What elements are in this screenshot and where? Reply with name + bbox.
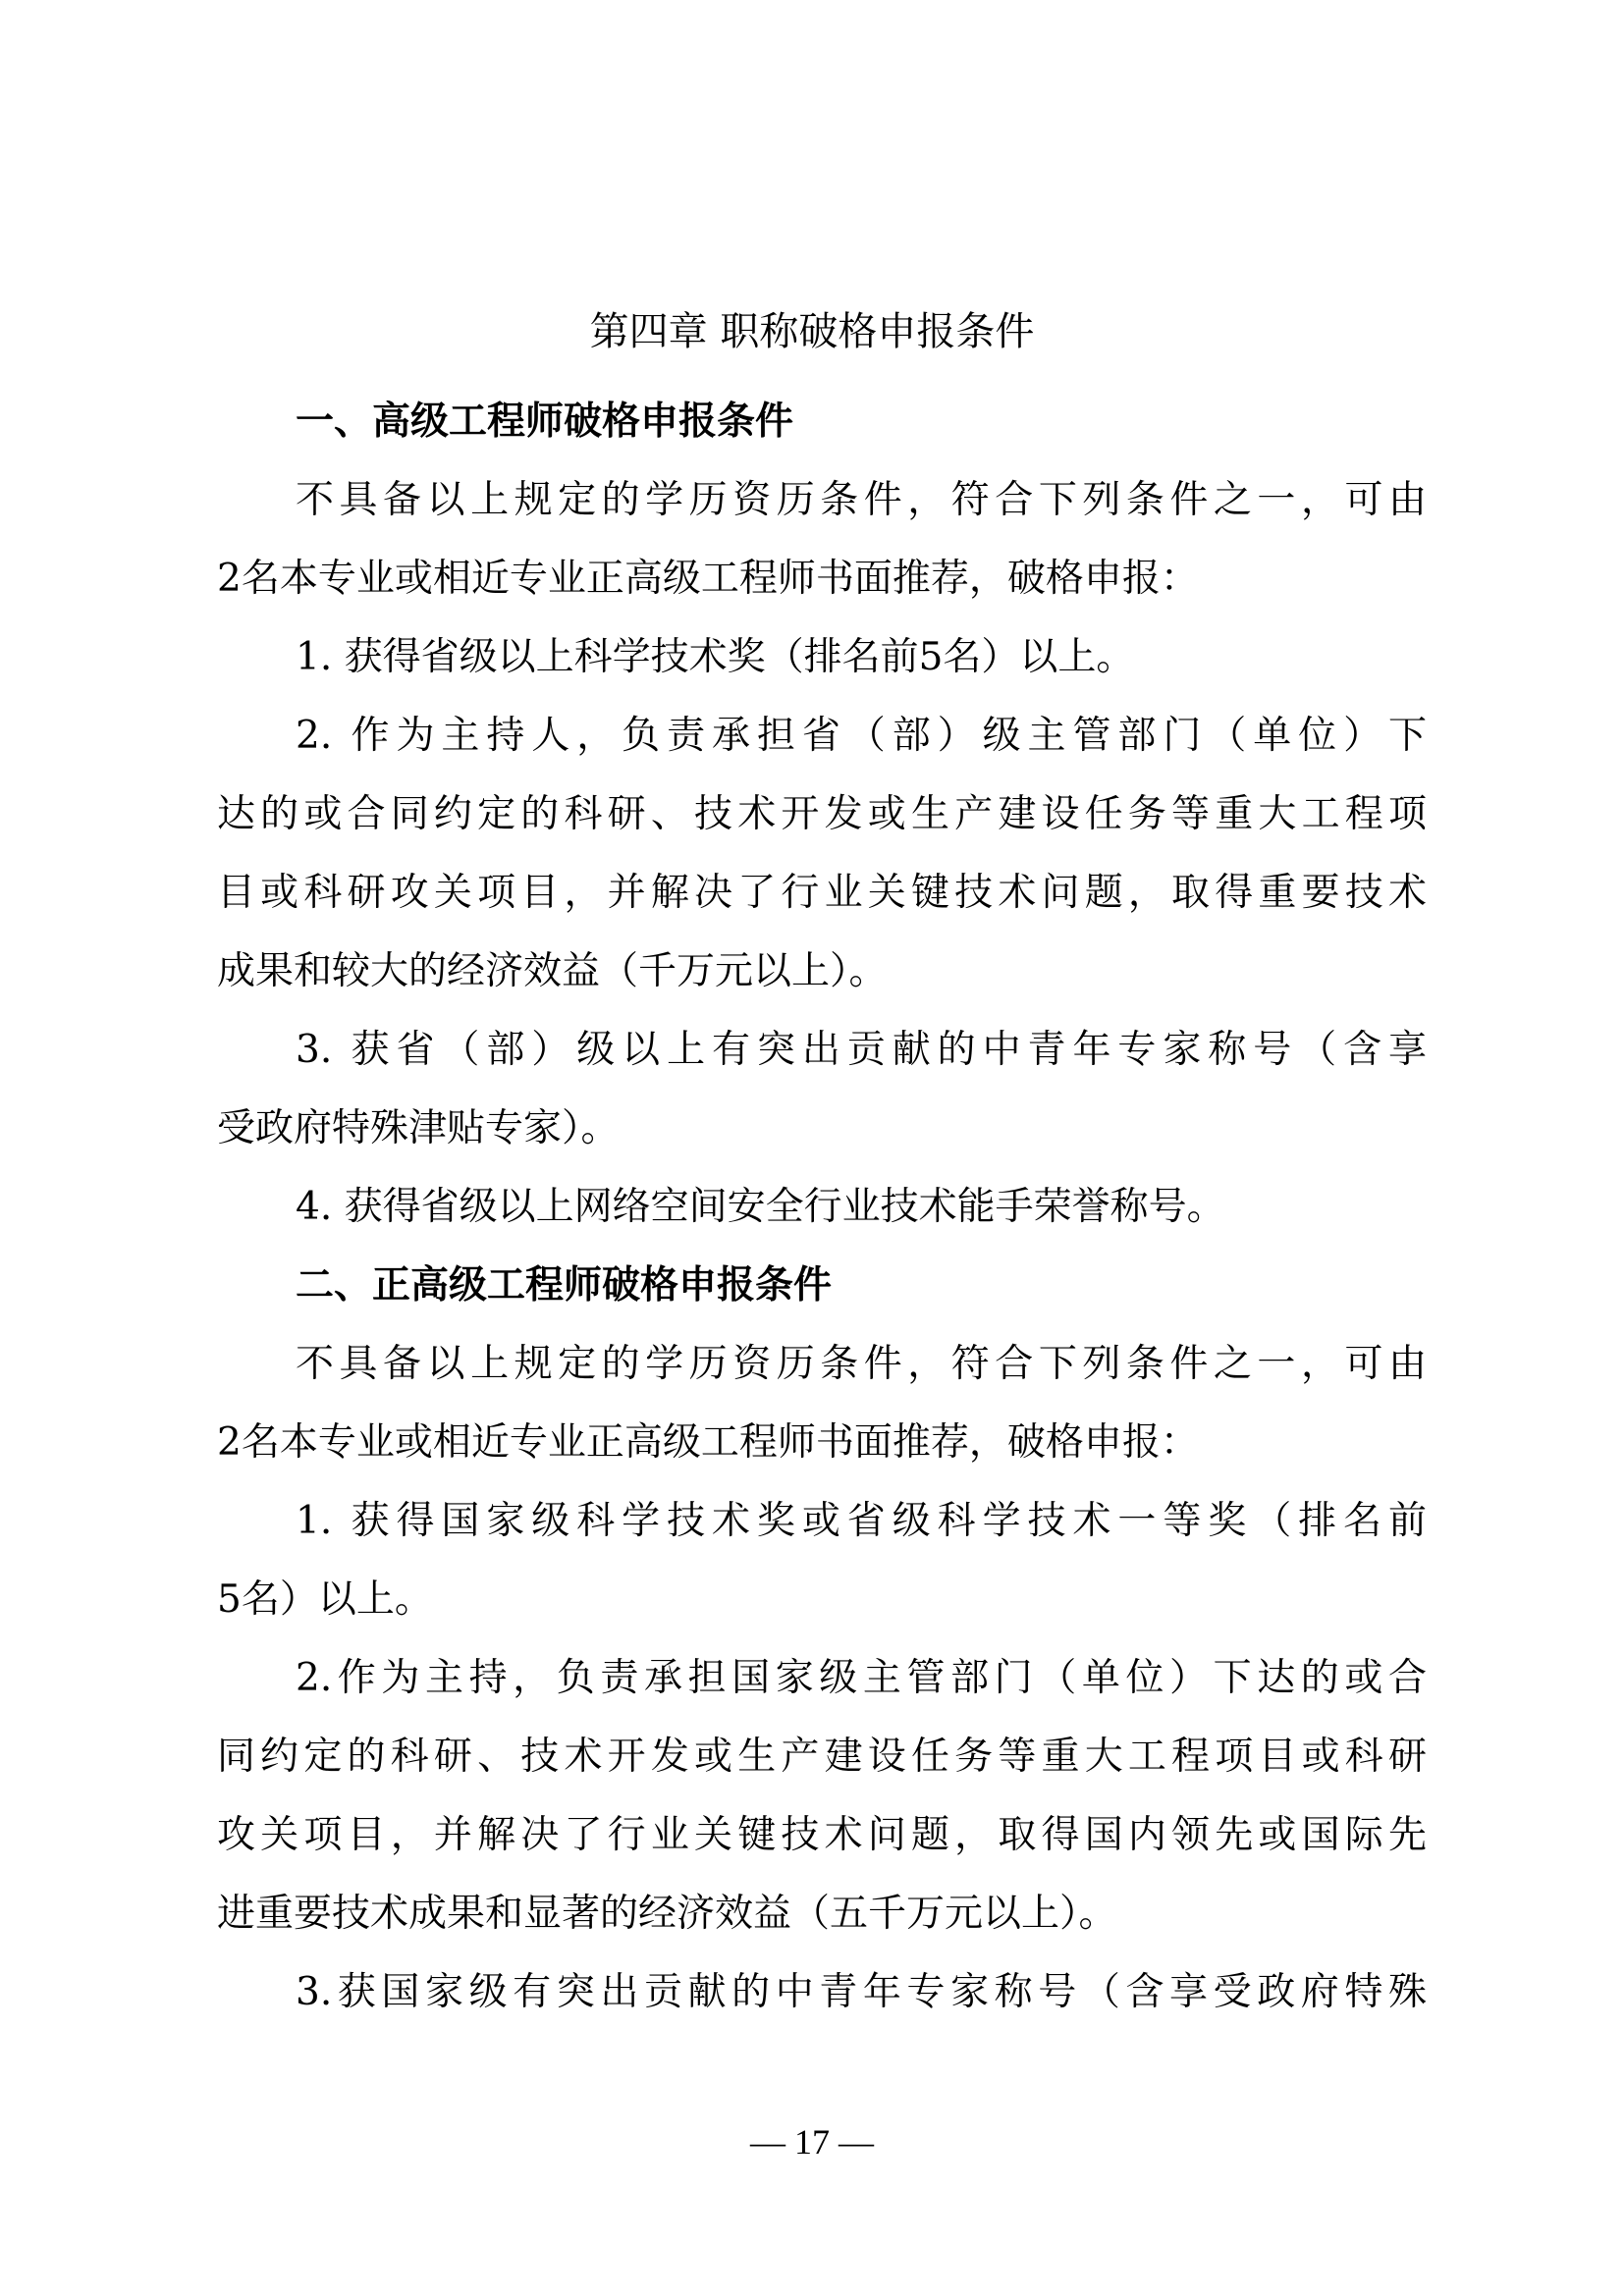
section-1-intro-line-1: 不具备以上规定的学历资历条件，符合下列条件之一，可由 [296, 478, 1427, 522]
section-2-item-2-line-1: 2.作为主持，负责承担国家级主管部门（单位）下达的或合 [296, 1656, 1427, 1700]
section-1-item-2-line-2: 达的或合同约定的科研、技术开发或生产建设任务等重大工程项 [217, 792, 1427, 836]
page-number: — 17 — [750, 2122, 874, 2162]
chapter-title: 第四章 职称破格申报条件 [589, 309, 1035, 354]
section-heading-2: 二、正高级工程师破格申报条件 [296, 1263, 833, 1308]
section-2-item-2-line-4: 进重要技术成果和显著的经济效益（五千万元以上）。 [217, 1892, 1117, 1936]
section-2-item-3-line-1: 3.获国家级有突出贡献的中青年专家称号（含享受政府特殊 [296, 1970, 1427, 2014]
section-2-intro-line-1: 不具备以上规定的学历资历条件，符合下列条件之一，可由 [296, 1342, 1427, 1386]
section-heading-1: 一、高级工程师破格申报条件 [296, 400, 794, 444]
section-1-item-4: 4. 获得省级以上网络空间安全行业技术能手荣誉称号。 [296, 1185, 1225, 1229]
section-1-item-1: 1. 获得省级以上科学技术奖（排名前5名）以上。 [296, 635, 1135, 679]
section-1-item-2-line-4: 成果和较大的经济效益（千万元以上）。 [217, 949, 888, 993]
section-2-item-1-line-1: 1. 获得国家级科学技术奖或省级科学技术一等奖（排名前 [296, 1499, 1427, 1543]
section-1-intro-line-2: 2名本专业或相近专业正高级工程师书面推荐，破格申报： [217, 557, 1199, 601]
section-1-item-2-line-3: 目或科研攻关项目，并解决了行业关键技术问题，取得重要技术 [217, 871, 1427, 915]
section-2-item-2-line-2: 同约定的科研、技术开发或生产建设任务等重大工程项目或科研 [217, 1735, 1427, 1779]
section-2-item-1-line-2: 5名）以上。 [217, 1577, 433, 1622]
section-1-item-3-line-2: 受政府特殊津贴专家）。 [217, 1106, 620, 1150]
section-1-item-2-line-1: 2. 作为主持人，负责承担省（部）级主管部门（单位）下 [296, 714, 1427, 758]
section-1-item-3-line-1: 3. 获省（部）级以上有突出贡献的中青年专家称号（含享 [296, 1028, 1427, 1072]
section-2-item-2-line-3: 攻关项目，并解决了行业关键技术问题，取得国内领先或国际先 [217, 1813, 1427, 1857]
section-2-intro-line-2: 2名本专业或相近专业正高级工程师书面推荐，破格申报： [217, 1420, 1199, 1465]
